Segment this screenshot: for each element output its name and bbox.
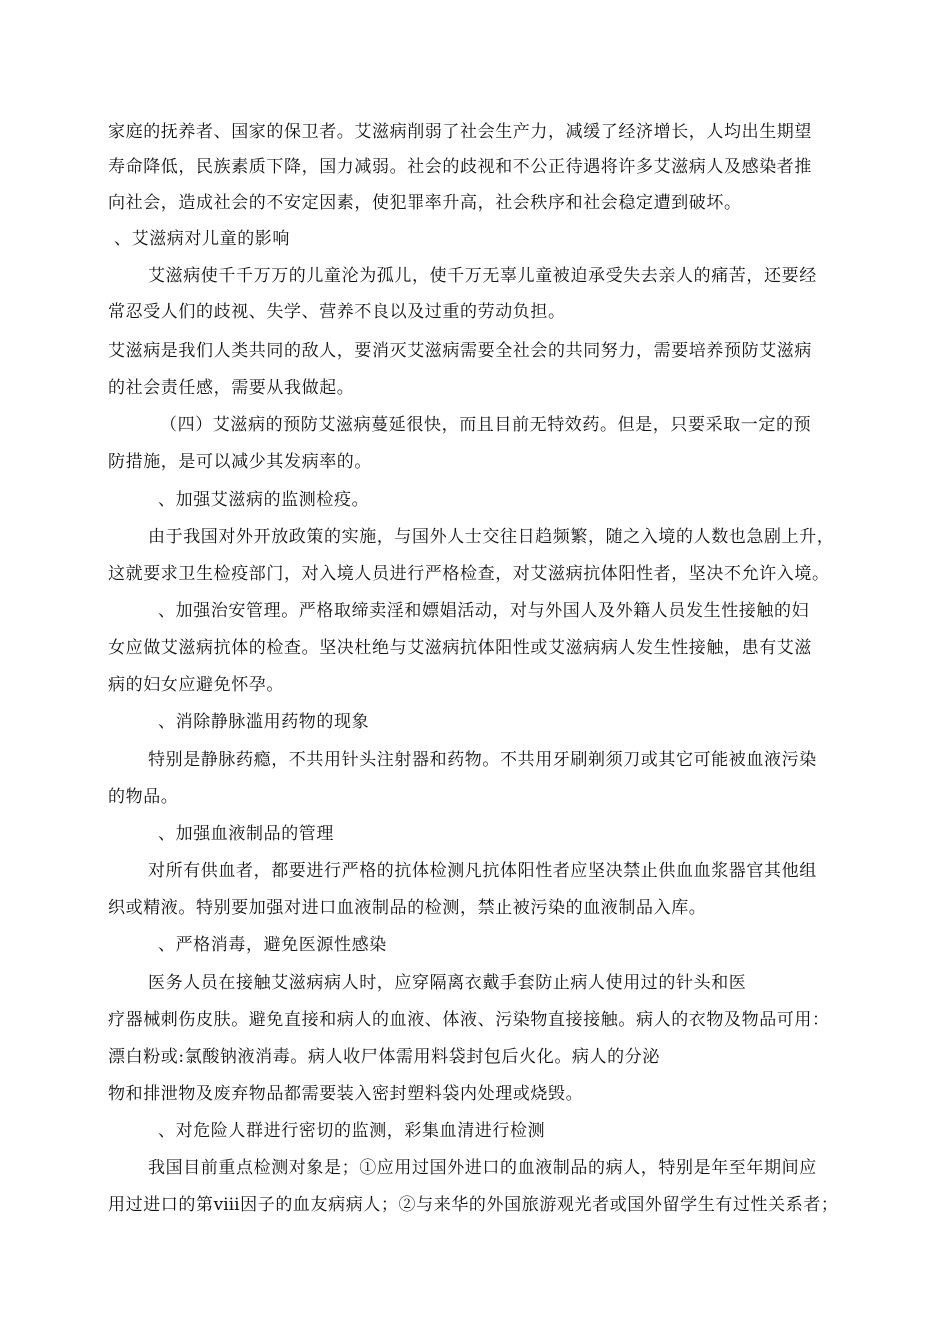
text-line: 防措施，是可以减少其发病率的。: [108, 452, 372, 472]
text-line: 的物品。: [108, 787, 179, 807]
text-line: 向社会，造成社会的不安定因素，使犯罪率升高，社会秩序和社会稳定遭到破坏。: [108, 193, 742, 213]
section-heading: 、加强血液制品的管理: [158, 824, 334, 844]
text-line: 疗器械刺伤皮肤。避免直接和病人的血液、体液、污染物直接接触。病人的衣物及物品可用：: [108, 1010, 830, 1030]
section-heading: 、加强艾滋病的监测检疫。: [158, 490, 370, 510]
text-line: 病的妇女应避免怀孕。: [108, 675, 284, 695]
text-line: 艾滋病使千千万万的儿童沦为孤儿，使千万无辜儿童被迫承受失去亲人的痛苦，还要经: [148, 266, 817, 286]
text-line: 用过进口的第ⅷ因子的血友病病人；②与来华的外国旅游观光者或国外留学生有过性关系者；: [108, 1195, 839, 1215]
text-line: 漂白粉或:氯酸钠液消毒。病人收尸体需用料袋封包后火化。病人的分泌: [108, 1047, 660, 1067]
section-heading: 、艾滋病对儿童的影响: [114, 229, 290, 249]
section-heading: （四）艾滋病的预防艾滋病蔓延很快，而且目前无特效药。但是，只要采取一定的预: [160, 415, 812, 435]
section-heading: 、严格消毒，避免医源性感染: [158, 935, 387, 955]
section-heading: 、消除静脉滥用药物的现象: [158, 712, 370, 732]
text-line: 我国目前重点检测对象是；①应用过国外进口的血液制品的病人，特别是年至年期间应: [148, 1158, 817, 1178]
text-line: 、加强治安管理。严格取缔卖淫和嫖娼活动，对与外国人及外籍人员发生性接触的妇: [158, 601, 810, 621]
section-heading: 、对危险人群进行密切的监测，彩集血清进行检测: [158, 1121, 546, 1141]
text-line: 织或精液。特别要加强对进口血液制品的检测，禁止被污染的血液制品入库。: [108, 898, 707, 918]
text-line: 家庭的抚养者、国家的保卫者。艾滋病削弱了社会生产力，减缓了经济增长，人均出生期望: [108, 122, 812, 142]
text-line: 由于我国对外开放政策的实施，与国外人士交往日趋频繁，随之入境的人数也急剧上升，: [148, 527, 835, 547]
text-line: 对所有供血者，都要进行严格的抗体检测凡抗体阳性者应坚决禁止供血血浆器官其他组: [148, 861, 817, 881]
text-line: 常忍受人们的歧视、失学、营养不良以及过重的劳动负担。: [108, 302, 566, 322]
text-line: 特别是静脉药瘾，不共用针头注射器和药物。不共用牙刷剃须刀或其它可能被血液污染: [148, 750, 817, 770]
text-line: 医务人员在接触艾滋病病人时，应穿隔离衣戴手套防止病人使用过的针头和医: [148, 973, 747, 993]
text-line: 女应做艾滋病抗体的检查。坚决杜绝与艾滋病抗体阳性或艾滋病病人发生性接触，患有艾滋: [108, 638, 812, 658]
text-line: 寿命降低，民族素质下降，国力减弱。社会的歧视和不公正待遇将许多艾滋病人及感染者推: [108, 157, 812, 177]
text-line: 这就要求卫生检疫部门，对入境人员进行严格检查，对艾滋病抗体阳性者，坚决不允许入境。: [108, 564, 830, 584]
text-line: 的社会责任感，需要从我做起。: [108, 378, 355, 398]
text-line: 艾滋病是我们人类共同的敌人，要消灭艾滋病需要全社会的共同努力，需要培养预防艾滋病: [108, 341, 812, 361]
text-line: 物和排泄物及废弃物品都需要装入密封塑料袋内处理或烧毁。: [108, 1084, 584, 1104]
